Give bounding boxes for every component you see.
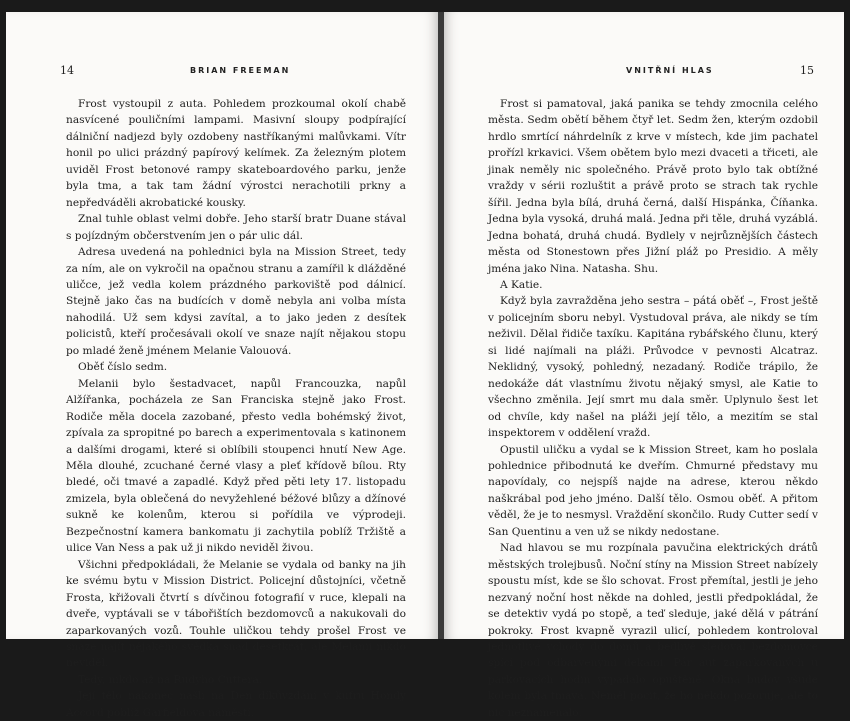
left-page-number: 14 [60, 64, 74, 77]
right-page [444, 12, 844, 719]
paragraph: Její tělo nakonec našli na Den díkůvzdání v kufru Hondy Accord poblíž Garfieldova náměstí. [66, 690, 406, 719]
right-body-text [488, 96, 818, 721]
paragraph: Tedy, nikdo až na Rudyho Cuttera. [78, 673, 263, 686]
left-running-head: BRIAN FREEMAN [190, 66, 291, 75]
paragraph: Opustil uličku a vydal se k Mission Street, kam ho poslala pohlednice přibodnutá ke dveřím. Chmurné představy mu napovídaly, co nejspíš najde na adrese, kterou někdo naškrábal pod jeho jméno. Další tělo. Osmou oběť. A přitom věděl, že je to nesmysl. Vraždění skončilo. Rudy Cutter sedí v San Quentinu a ven už se nikdy nedostane. [488, 443, 818, 538]
paragraph: Nad hlavou se mu rozpínala pavučina elektrických drátů městských trolejbusů. Noční stíny na Mission Street nabízely spoustu míst, kde se šlo schovat. Frost přemítal, jestli je jeho nezvaný noční host někde na dohled, jestli předpokládal, že se detektiv vydá po stopě, a teď sleduje, jaké dělá v pátrání pokroky. Frost kvapně vyrazil ulicí, pohledem kontroloval jednotlivé vchody do domů a bedlivě sledoval bezdomovce spící pod odbarvenými dekami. Pár aut zaparkovaných u parkovacích hodin vypadalo opuštěně. Okna budov všude kolem byla tmavá. Neměl pocit, že ho někdo pozoruje, ale to nic neznamenalo. [488, 542, 818, 719]
paragraph: Oběť číslo sedm. [78, 361, 168, 374]
paragraph: Všichni předpokládali, že Melanie se vydala od banky na jih ke svému bytu v Mission District. Policejní důstojníci, včetně Frosta, křižovali čtvrtí s dívčinou fotografií v ruce, klepali na dveře, vyptávali se v tábořištích bezdomovců a nakukovali do zaparkovaných vozů. Touhle uličkou tehdy prošel Frost ve snaze najít nějakého svědka snad desetkrát, ale Melanii nikdo neviděl. [66, 558, 406, 670]
left-page [6, 12, 438, 719]
right-page-number: 15 [800, 64, 814, 77]
paragraph: Znal tuhle oblast velmi dobře. Jeho starší bratr Duane stával s pojízdným občerstvením jen o pár ulic dál. [66, 213, 406, 242]
paragraph: Když byla zavražděna jeho sestra – pátá oběť –, Frost ještě v policejním sboru nebyl. Vystudoval práva, ale nikdy se tím neživil. Dělal řidiče taxíku. Kapitána rybářského člunu, který si lidé najímali na pláži. Průvodce v pevnosti Alcatraz. Neklidný, vysoký, pohledný, nezadaný. Rodiče trápilo, že nedokáže dát vlastnímu životu nějaký smysl, ale Katie to všechno změnila. Její smrt mu dala směr. Uplynulo šest let od chvíle, kdy našel na pláži její tělo, a mezitím se stal inspektorem v oddělení vražd. [488, 295, 818, 440]
paragraph: Frost vystoupil z auta. Pohledem prozkoumal okolí chabě nasvícené pouličními lampami. Masivní sloupy podpírající dálniční nadjezd byly ozdobeny nastříkanými malůvkami. Vítr honil po ulici prázdný papírový kelímek. Za železným plotem uviděl Frost betonové rampy skateboardového parku, jenže byla tma, a tak tam žádní výrostci nerachotili prkny a nepředváděli akrobatické kousky. [66, 98, 406, 209]
right-running-head: VNITŘNÍ HLAS [626, 66, 714, 75]
paragraph: A Katie. [500, 278, 543, 291]
paragraph: Frost si pamatoval, jaká panika se tehdy zmocnila celého města. Sedm obětí během čtyř let. Sedm žen, kterým ozdobil hrdlo smrtící náhrdelník z krve v místech, kde jim pachatel prořízl krkavici. Všem obětem bylo mezi dvaceti a třiceti, ale jinak neměly nic společného. Právě proto bylo tak obtížné vraždy v sérii rozluštit a právě proto se strach tak rychle šířil. Jedna byla bílá, druhá černá, další Hispánka, Číňanka. Jedna byla vysoká, druhá malá. Jedna při těle, druhá vyzáblá. Jedna bohatá, druhá chudá. Bydlely v nejrůznějších částech města od Stonestown přes Jižní pláž po Presidio. A měly jména jako Nina. Natasha. Shu. [488, 98, 818, 275]
paragraph: Adresa uvedená na pohlednici byla na Mission Street, tedy za ním, ale on vykročil na opačnou stranu a zamířil k dlážděné uličce, jež vedla kolem prázdného parkoviště pod dálnicí. Stejně jako čas na budících v domě nebyla ani volba místa nahodilá. Už sem kdysi zavítal, a to jako jeden z desítek policistů, kteří pročesávali okolí ve snaze najít nějakou stopu po mladé ženě jménem Melanie Valouová. [66, 246, 406, 357]
left-body-text [66, 96, 406, 721]
paragraph: Melanii bylo šestadvacet, napůl Francouzka, napůl Alžířanka, pocházela ze San Franciska stejně jako Frost. Rodiče měla docela zazobané, přesto vedla bohémský život, zpívala za spropitné po barech a experimentovala s katinonem a dalšími drogami, které si oblíbili stoupenci hnutí New Age. Měla dlouhé, zcuchané černé vlasy a pleť křídově bílou. Rty bledé, oči tmavé a zapadlé. Když před pěti lety 17. listopadu zmizela, byla oblečená do nevyžehlené béžové blůzy a džínové sukně ke kolenům, kterou si pořídila ve výprodeji. Bezpečnostní kamera bankomatu ji zachytila poblíž Tržiště a ulice Van Ness a pak už ji nikdo neviděl živou. [66, 377, 406, 555]
